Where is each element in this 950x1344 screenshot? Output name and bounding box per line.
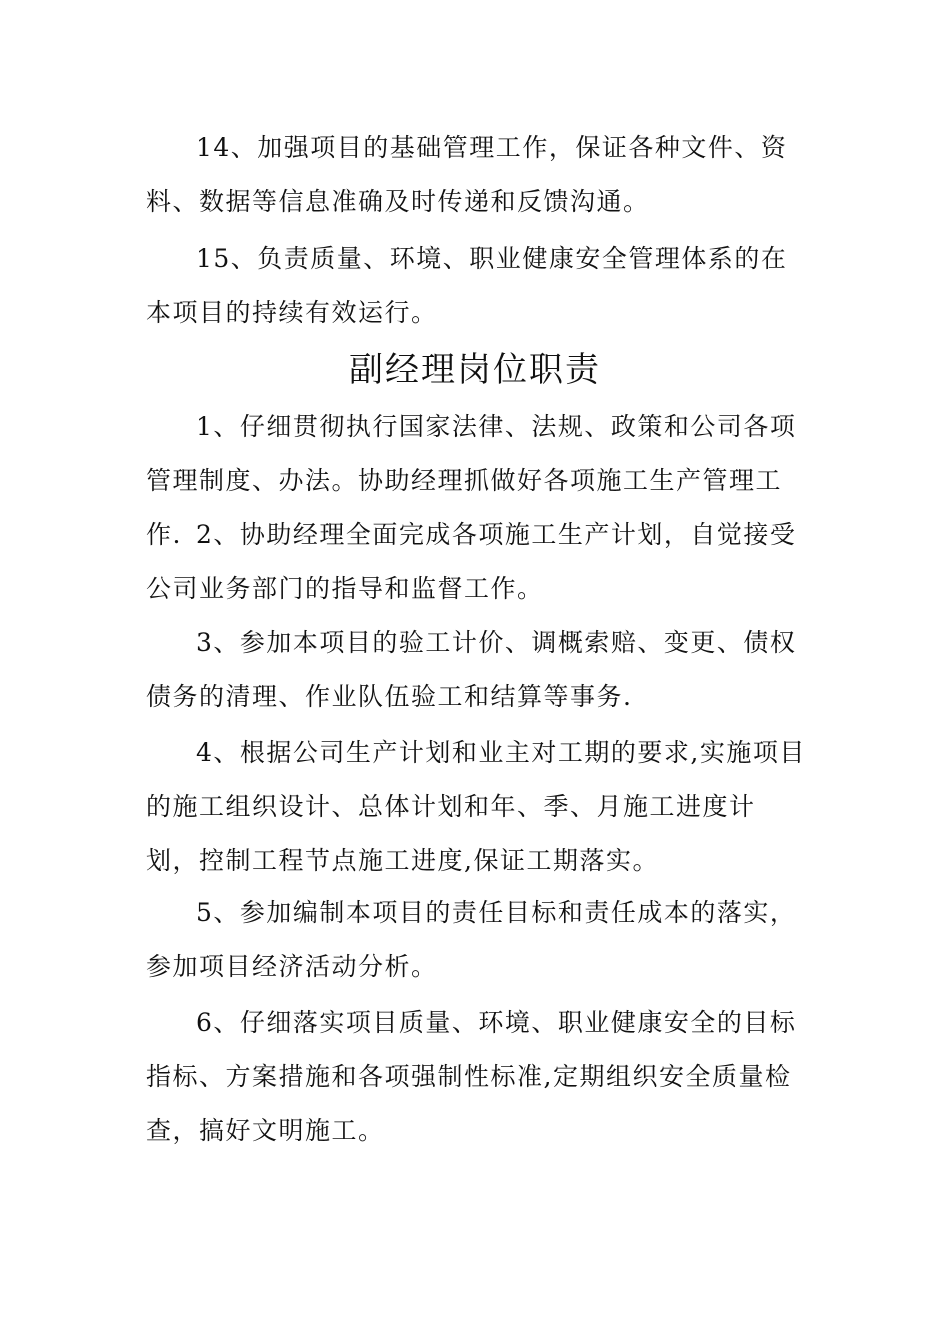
paragraph-item-15: 15、负责质量、环境、职业健康安全管理体系的在本项目的持续有效运行。 [146, 244, 788, 327]
paragraph-item-2: 2、协助经理全面完成各项施工生产计划，自觉接受公司业务部门的指导和监督工作。 [146, 520, 797, 603]
paragraph-item-14: 14、加强项目的基础管理工作，保证各种文件、资料、数据等信息准确及时传递和反馈沟通。 [146, 133, 788, 216]
paragraph-item-1: 1、仔细贯彻执行国家法律、法规、政策和公司各项管理制度、办法。协助经理抓做好各项施工生产管理工作. [146, 412, 797, 549]
paragraph-item-3: 3、参加本项目的验工计价、调概索赔、变更、债权债务的清理、作业队伍验工和结算等事务. [146, 628, 797, 711]
paragraph-item-6: 6、仔细落实项目质量、环境、职业健康安全的目标指标、方案措施和各项强制性标准,定期组织安全质量检查，搞好文明施工。 [146, 1008, 797, 1145]
paragraph-item-5: 5、参加编制本项目的责任目标和责任成本的落实，参加项目经济活动分析。 [146, 898, 797, 981]
section-title: 副经理岗位职责 [349, 350, 601, 390]
paragraph-item-4: 4、根据公司生产计划和业主对工期的要求,实施项目的施工组织设计、总体计划和年、季、月施工进度计划，控制工程节点施工进度,保证工期落实。 [146, 738, 806, 875]
